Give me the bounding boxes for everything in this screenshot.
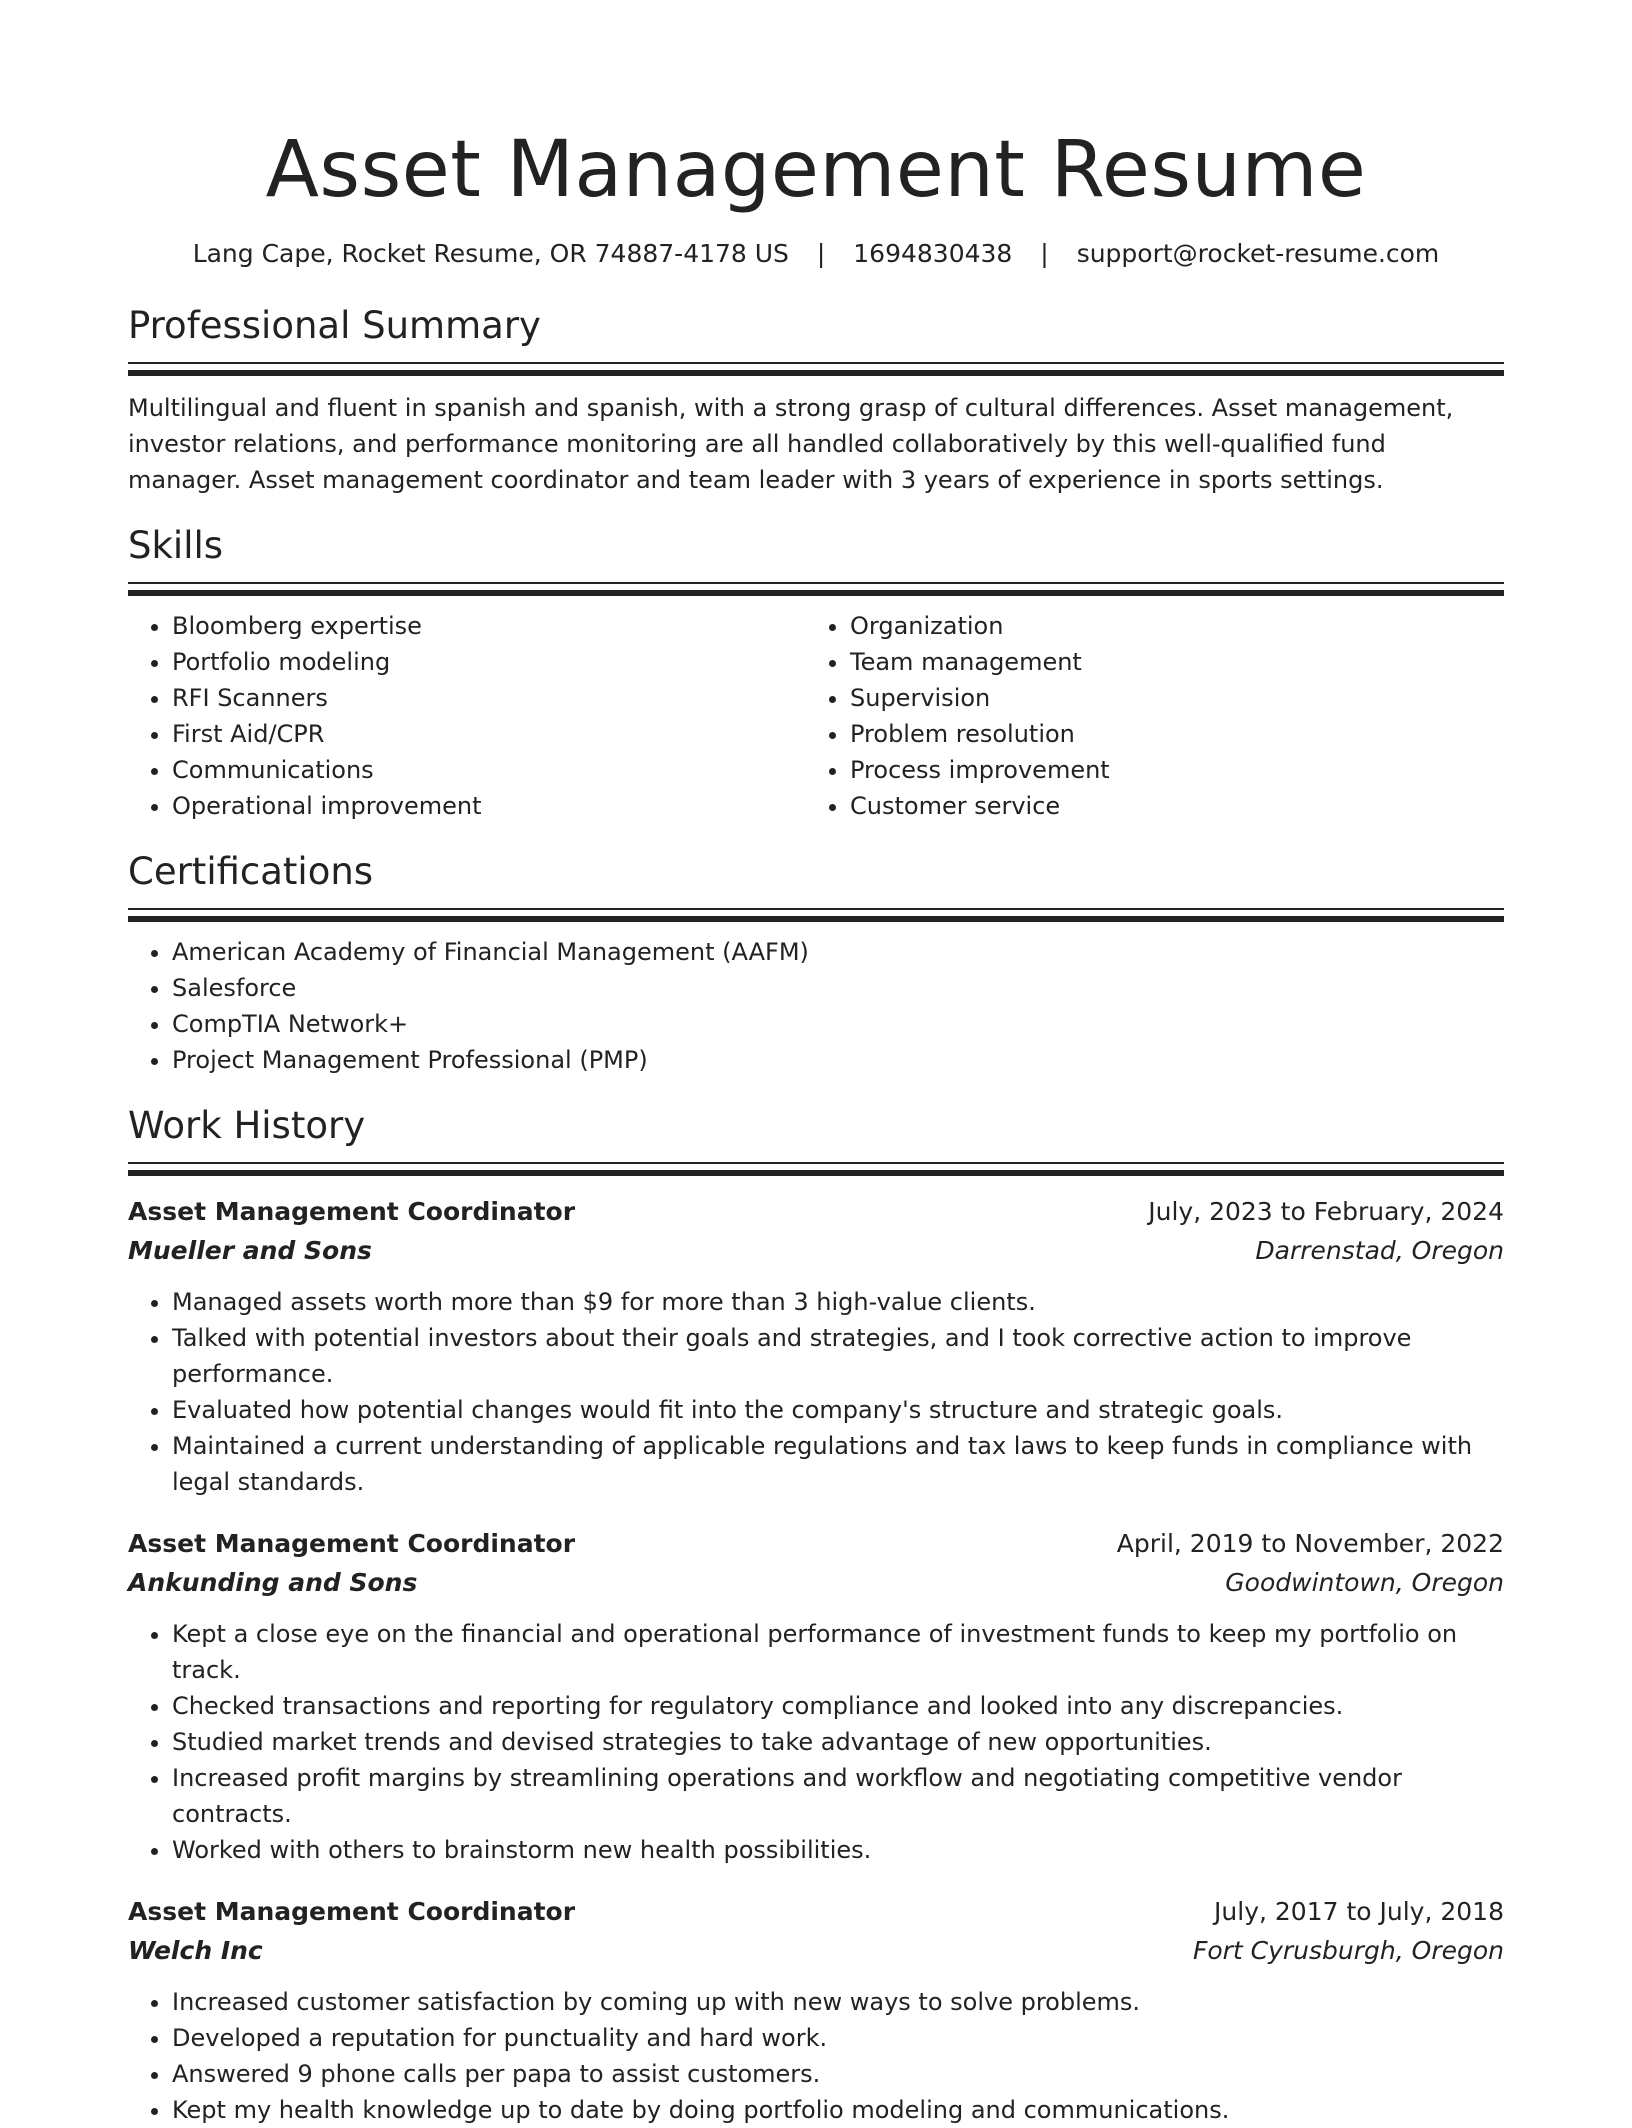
job-bullet: • Managed assets worth more than $9 for more than 3 high-value clients. bbox=[172, 1284, 1504, 1320]
contact-separator: | bbox=[1040, 239, 1049, 268]
skill-item: • Supervision bbox=[850, 680, 1484, 716]
skill-item: • Portfolio modeling bbox=[172, 644, 806, 680]
contact-email: support@rocket-resume.com bbox=[1076, 239, 1440, 268]
job-header bbox=[128, 1192, 1504, 1232]
job-bullet: • Kept my health knowledge up to date by doing portfolio modeling and communications. bbox=[172, 2092, 1504, 2128]
section-divider bbox=[128, 908, 1504, 922]
resume-title: Asset Management Resume bbox=[265, 125, 1367, 215]
skills-columns bbox=[128, 608, 1504, 824]
job-company: Welch Inc bbox=[128, 1936, 263, 1965]
section-divider bbox=[128, 1162, 1504, 1176]
contact-phone: 1694830438 bbox=[853, 239, 1013, 268]
job-header bbox=[128, 1892, 1504, 1932]
work-history-section bbox=[128, 1104, 1504, 2128]
skills-list-right bbox=[806, 608, 1484, 824]
job-bullets bbox=[128, 1616, 1504, 1868]
skill-item: • Process improvement bbox=[850, 752, 1484, 788]
resume-page bbox=[128, 0, 1504, 2128]
skill-item: • First Aid/CPR bbox=[172, 716, 806, 752]
skill-item: • Customer service bbox=[850, 788, 1484, 824]
job-dates: April, 2019 to November, 2022 bbox=[1116, 1529, 1504, 1558]
job-bullet: • Answered 9 phone calls per papa to assist customers. bbox=[172, 2056, 1504, 2092]
contact-address: Lang Cape, Rocket Resume, OR 74887-4178 US bbox=[192, 239, 789, 268]
certification-item: • CompTIA Network+ bbox=[172, 1006, 1504, 1042]
job-bullet: • Developed a reputation for punctuality and hard work. bbox=[172, 2020, 1504, 2056]
job-bullet: • Increased profit margins by streamlining operations and workflow and negotiating competitive vendor contracts. bbox=[172, 1760, 1504, 1832]
job-bullet: • Increased customer satisfaction by coming up with new ways to solve problems. bbox=[172, 1984, 1504, 2020]
job-entry bbox=[128, 1524, 1504, 1868]
job-company: Ankunding and Sons bbox=[128, 1568, 418, 1597]
skill-item: • Problem resolution bbox=[850, 716, 1484, 752]
job-subheader bbox=[128, 1932, 1504, 1970]
job-bullet: • Studied market trends and devised strategies to take advantage of new opportunities. bbox=[172, 1724, 1504, 1760]
work-history-heading: Work History bbox=[128, 1104, 366, 1147]
skills-section bbox=[128, 524, 1504, 824]
job-dates: July, 2023 to February, 2024 bbox=[1148, 1197, 1504, 1226]
job-bullet: • Talked with potential investors about their goals and strategies, and I took corrective action to improve performance. bbox=[172, 1320, 1504, 1392]
skill-item: • Organization bbox=[850, 608, 1484, 644]
skills-heading: Skills bbox=[128, 524, 224, 567]
job-subheader bbox=[128, 1232, 1504, 1270]
job-location: Fort Cyrusburgh, Oregon bbox=[1192, 1936, 1504, 1965]
job-entry bbox=[128, 1192, 1504, 1500]
skills-column-right bbox=[806, 608, 1484, 824]
job-bullet: • Evaluated how potential changes would fit into the company's structure and strategic goals. bbox=[172, 1392, 1504, 1428]
job-title: Asset Management Coordinator bbox=[128, 1529, 576, 1558]
job-bullet: • Checked transactions and reporting for regulatory compliance and looked into any discrepancies. bbox=[172, 1688, 1504, 1724]
summary-text: Multilingual and fluent in spanish and spanish, with a strong grasp of cultural differences. Asset management, investor relations, and performance monitoring are all handled collaboratively by this well-qualified fund manager. Asset management coordinator and team leader with 3 years of experience in sports settings. bbox=[128, 394, 1454, 494]
skill-item: • Communications bbox=[172, 752, 806, 788]
job-bullets bbox=[128, 1284, 1504, 1500]
job-entry bbox=[128, 1892, 1504, 2128]
job-bullet: • Worked with others to brainstorm new health possibilities. bbox=[172, 1832, 1504, 1868]
job-location: Darrenstad, Oregon bbox=[1255, 1236, 1504, 1265]
certification-item: • Salesforce bbox=[172, 970, 1504, 1006]
job-bullet: • Kept a close eye on the financial and operational performance of investment funds to keep my portfolio on track. bbox=[172, 1616, 1504, 1688]
job-location: Goodwintown, Oregon bbox=[1225, 1568, 1504, 1597]
skills-list-left bbox=[128, 608, 806, 824]
certification-item: • Project Management Professional (PMP) bbox=[172, 1042, 1504, 1078]
skill-item: • RFI Scanners bbox=[172, 680, 806, 716]
job-title: Asset Management Coordinator bbox=[128, 1897, 576, 1926]
summary-heading: Professional Summary bbox=[128, 304, 541, 347]
job-header bbox=[128, 1524, 1504, 1564]
skills-column-left bbox=[128, 608, 806, 824]
skill-item: • Team management bbox=[850, 644, 1484, 680]
summary-section bbox=[128, 304, 1504, 498]
section-divider bbox=[128, 582, 1504, 596]
certifications-heading: Certifications bbox=[128, 850, 374, 893]
certifications-section bbox=[128, 850, 1504, 1078]
job-dates: July, 2017 to July, 2018 bbox=[1214, 1897, 1504, 1926]
job-bullets bbox=[128, 1984, 1504, 2128]
section-divider bbox=[128, 362, 1504, 376]
contact-separator: | bbox=[816, 239, 826, 268]
certification-item: • American Academy of Financial Management (AAFM) bbox=[172, 934, 1504, 970]
skill-item: • Operational improvement bbox=[172, 788, 806, 824]
job-company: Mueller and Sons bbox=[128, 1236, 372, 1265]
contact-line bbox=[128, 238, 1504, 270]
job-subheader bbox=[128, 1564, 1504, 1602]
job-bullet: • Maintained a current understanding of applicable regulations and tax laws to keep funds in compliance with legal standards. bbox=[172, 1428, 1504, 1500]
skill-item: • Bloomberg expertise bbox=[172, 608, 806, 644]
job-title: Asset Management Coordinator bbox=[128, 1197, 576, 1226]
certifications-list bbox=[128, 934, 1504, 1078]
